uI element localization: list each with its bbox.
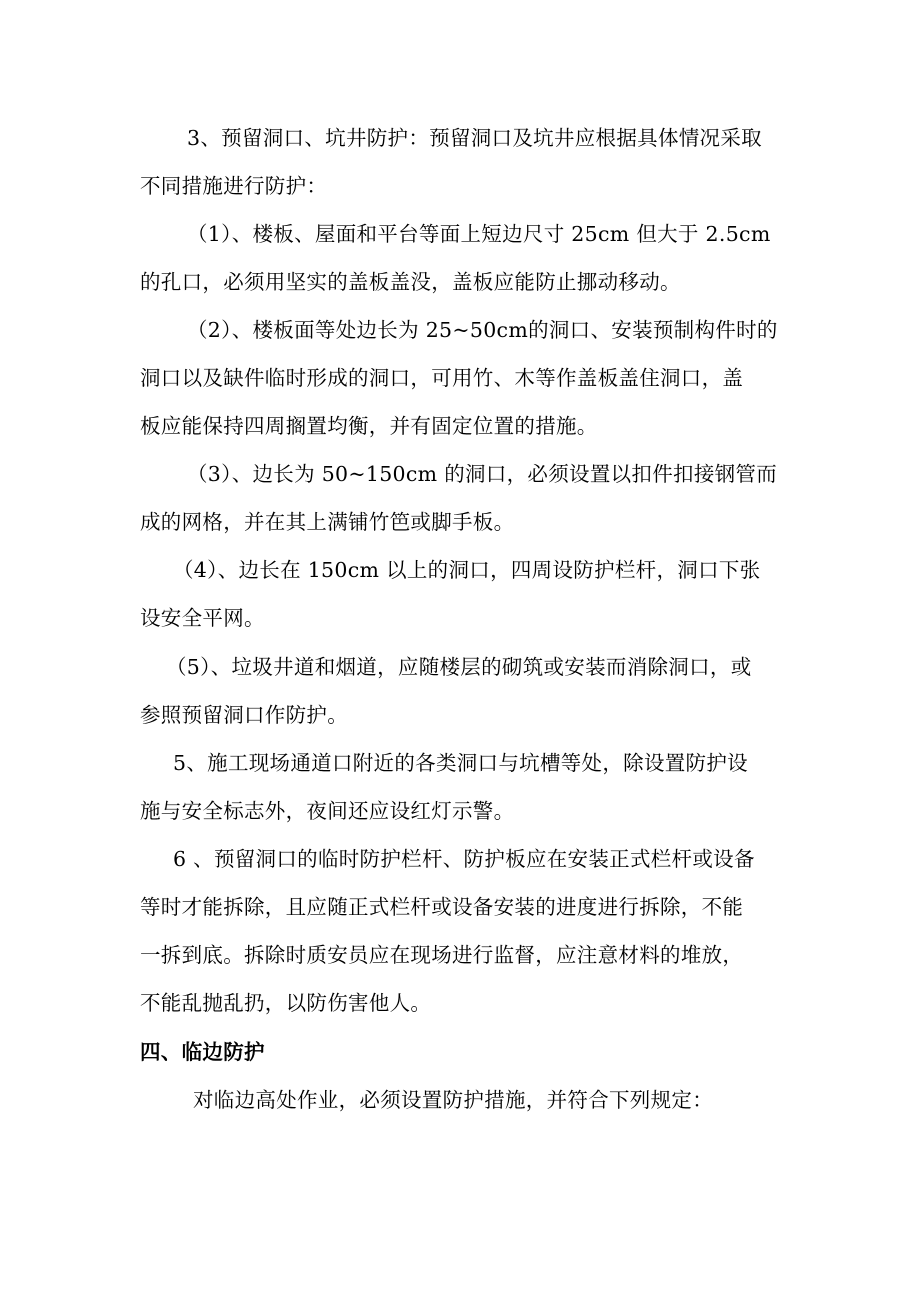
item-4-line-2: 设安全平网。 bbox=[140, 606, 265, 630]
item-5-line-2: 参照预留洞口作防护。 bbox=[140, 703, 348, 727]
paragraph-6-line-1: 6 、预留洞口的临时防护栏杆、防护板应在安装正式栏杆或设备 bbox=[173, 847, 755, 871]
paragraph-5-line-1: 5、施工现场通道口附近的各类洞口与坑槽等处，除设置防护设 bbox=[173, 751, 748, 775]
item-3-line-2: 成的网格，并在其上满铺竹笆或脚手板。 bbox=[140, 510, 515, 534]
paragraph-3-line-2: 不同措施进行防护： bbox=[140, 174, 328, 198]
item-2-line-1: （2）、楼板面等处边长为 25~50cm的洞口、安装预制构件时的 bbox=[187, 318, 778, 342]
item-5-line-1: （5）、垃圾井道和烟道，应随楼层的砌筑或安装而消除洞口，或 bbox=[166, 655, 752, 679]
paragraph-5-line-2: 施与安全标志外，夜间还应设红灯示警。 bbox=[140, 799, 515, 823]
paragraph-6-line-2: 等时才能拆除，且应随正式栏杆或设备安装的进度进行拆除，不能 bbox=[140, 895, 744, 919]
paragraph-6-line-3: 一拆到底。拆除时质安员应在现场进行监督，应注意材料的堆放， bbox=[140, 943, 744, 967]
section-heading: 四、临边防护 bbox=[140, 1040, 265, 1064]
item-1-line-2: 的孔口，必须用坚实的盖板盖没，盖板应能防止挪动移动。 bbox=[140, 270, 681, 294]
item-1-line-1: （1）、楼板、屋面和平台等面上短边尺寸 25cm 但大于 2.5cm bbox=[187, 222, 771, 246]
item-2-line-2: 洞口以及缺件临时形成的洞口，可用竹、木等作盖板盖住洞口，盖 bbox=[140, 366, 744, 390]
paragraph-3-line-1: 3、预留洞口、坑井防护：预留洞口及坑井应根据具体情况采取 bbox=[187, 126, 762, 150]
paragraph-6-line-4: 不能乱抛乱扔，以防伤害他人。 bbox=[140, 991, 432, 1015]
item-3-line-1: （3）、边长为 50~150cm 的洞口，必须设置以扣件扣接钢管而 bbox=[187, 462, 778, 486]
closing-line: 对临边高处作业，必须设置防护措施，并符合下列规定： bbox=[193, 1088, 713, 1112]
item-4-line-1: （4）、边长在 150cm 以上的洞口，四周设防护栏杆，洞口下张 bbox=[173, 558, 761, 582]
item-2-line-3: 板应能保持四周搁置均衡，并有固定位置的措施。 bbox=[140, 414, 598, 438]
